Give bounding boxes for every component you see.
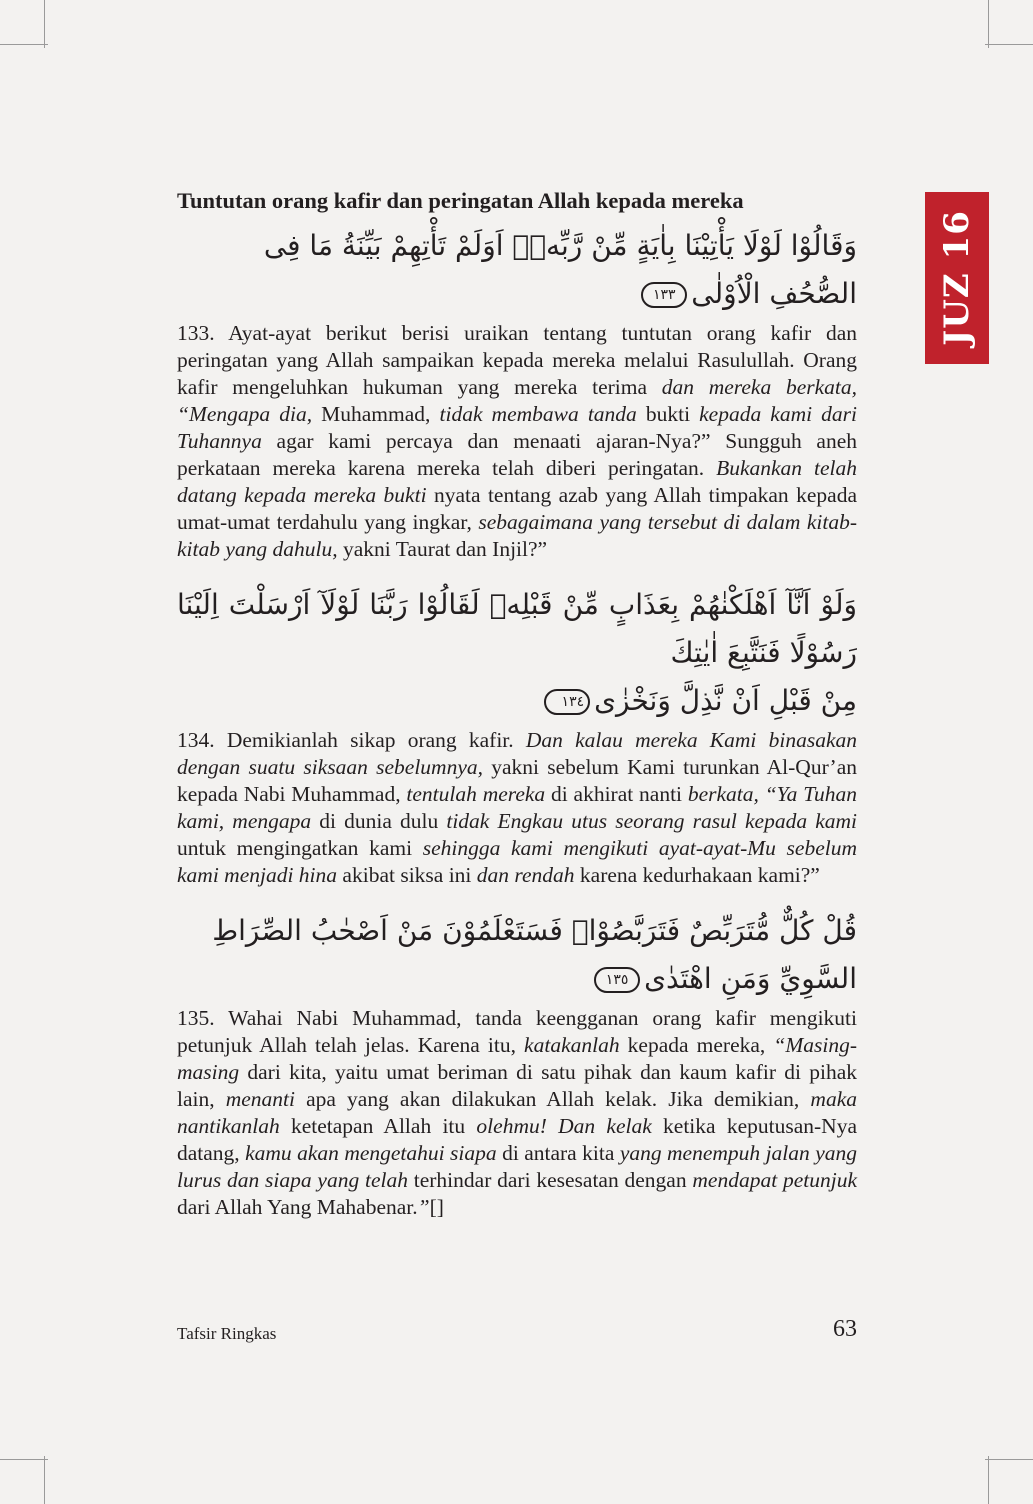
- commentary-text: dari Allah Yang Mahabenar.: [177, 1195, 418, 1219]
- commentary-text: dari kita, yaitu umat beriman di satu pihak dan kaum kafir di pihak lain,: [177, 1060, 857, 1111]
- tafsir-paragraph: [177, 1005, 857, 1221]
- crop-mark: [988, 1456, 989, 1504]
- commentary-text: Muhammad,: [312, 402, 440, 426]
- ayah-number-marker: ١٣٤: [544, 689, 590, 715]
- translation-text: Dan kalau mereka Kami binasakan dengan suatu siksaan sebelumnya,: [177, 728, 857, 779]
- translation-text: tentulah mereka: [406, 782, 546, 806]
- arabic-text: قُلْ كُلٌّ مُّتَرَبِّصٌ فَتَرَبَّصُوْاۚ فَسَتَعْلَمُوْنَ مَنْ اَصْحٰبُ الصِّرَاطِ السَّوِيِّ وَمَنِ اهْتَدٰى: [212, 914, 857, 995]
- arabic-verse: [177, 581, 857, 725]
- crop-mark: [985, 1459, 1033, 1460]
- translation-text: mendapat petunjuk: [692, 1168, 857, 1192]
- tafsir-paragraph: [177, 727, 857, 889]
- commentary-text: ketika keputusan-Nya datang,: [177, 1114, 857, 1165]
- book-title: Tafsir Ringkas: [177, 1324, 277, 1343]
- crop-mark: [0, 44, 48, 45]
- crop-mark: [44, 0, 45, 48]
- commentary-text: agar kami percaya dan menaati ajaran-Nya?” Sungguh aneh perkataan mereka karena mereka telah diberi peringatan.: [177, 429, 857, 480]
- commentary-text: karena kedurhakaan kami?”: [574, 863, 820, 887]
- translation-text: sebagaimana yang tersebut di dalam kitab-kitab yang dahulu,: [177, 510, 857, 561]
- translation-text: “Masing-masing: [177, 1033, 857, 1084]
- commentary-text: di akhirat nanti: [545, 782, 688, 806]
- page-content: [177, 186, 857, 1221]
- commentary-text: di antara kita: [496, 1141, 620, 1165]
- translation-text: sehingga kami mengikuti ayat-ayat-Mu sebelum kami menjadi hina: [177, 836, 857, 887]
- commentary-text: ketetapan Allah itu: [279, 1114, 477, 1138]
- page-number: 63: [833, 1316, 857, 1342]
- translation-text: tidak Engkau utus seorang rasul kepada kami: [446, 809, 857, 833]
- arabic-line: [177, 222, 857, 318]
- ayah-number-marker: ١٣٣: [641, 282, 687, 308]
- commentary-text: kepada mereka,: [619, 1033, 774, 1057]
- ayah-number-marker: ١٣٥: [594, 967, 640, 993]
- tafsir-paragraph: [177, 320, 857, 563]
- commentary-text: yakni sebelum Kami turunkan Al-Qur’an kepada Nabi Muhammad,: [177, 755, 857, 806]
- commentary-text: yakni Taurat dan Injil?”: [337, 537, 548, 561]
- crop-mark: [44, 1456, 45, 1504]
- verse-list: [177, 222, 857, 1221]
- translation-text: menanti: [225, 1087, 295, 1111]
- crop-mark: [0, 1459, 48, 1460]
- arabic-verse: [177, 907, 857, 1003]
- crop-mark: [988, 0, 989, 48]
- commentary-text: di dunia dulu: [311, 809, 447, 833]
- commentary-text: []: [429, 1195, 444, 1219]
- arabic-text: مِنْ قَبْلِ اَنْ نَّذِلَّ وَنَخْزٰى: [594, 684, 857, 717]
- translation-text: katakanlah: [524, 1033, 620, 1057]
- commentary-text: 135. Wahai Nabi Muhammad, tanda keengganan orang kafir mengikuti petunjuk Allah telah jelas. Karena itu,: [177, 1006, 857, 1057]
- commentary-text: 133. Ayat-ayat berikut berisi uraikan tentang tuntutan orang kafir dan peringatan yang Allah sampaikan kepada mereka melalui Rasulullah. Orang kafir mengeluhkan hukuman yang mereka terima: [177, 321, 857, 399]
- commentary-text: nyata tentang azab yang Allah timpakan kepada umat-umat terdahulu yang ingkar,: [177, 483, 857, 534]
- arabic-line: [177, 677, 857, 725]
- commentary-text: terhindar dari kesesatan dengan: [407, 1168, 693, 1192]
- commentary-text: akibat siksa ini: [337, 863, 477, 887]
- translation-text: dan rendah: [476, 863, 575, 887]
- commentary-text: apa yang akan dilakukan Allah kelak. Jika demikian,: [295, 1087, 811, 1111]
- translation-text: kepada kami dari Tuhannya: [177, 402, 857, 453]
- juz-label: JUZ 16: [937, 210, 977, 346]
- translation-text: yang menempuh jalan yang lurus dan siapa yang telah: [177, 1141, 857, 1192]
- translation-text: Bukankan telah datang kepada mereka bukti: [177, 456, 857, 507]
- commentary-text: bukti: [636, 402, 700, 426]
- translation-text: kamu akan mengetahui siapa: [245, 1141, 497, 1165]
- translation-text: berkata, “Ya Tuhan kami, mengapa: [177, 782, 858, 833]
- section-heading: Tuntutan orang kafir dan peringatan Allah kepada mereka: [177, 188, 744, 213]
- arabic-verse: [177, 222, 857, 318]
- translation-text: tidak membawa tanda: [439, 402, 637, 426]
- arabic-line: [177, 907, 857, 1003]
- translation-text: olehmu! Dan kelak: [476, 1114, 652, 1138]
- arabic-text: وَلَوْ اَنَّآ اَهْلَكْنٰهُمْ بِعَذَابٍ مِّنْ قَبْلِهٖ لَقَالُوْا رَبَّنَا لَوْلَآ اَرْسَلْتَ اِلَيْنَا رَسُوْلًا فَنَتَّبِعَ اٰيٰتِكَ: [177, 588, 857, 669]
- translation-text: ”: [417, 1195, 430, 1219]
- crop-mark: [985, 44, 1033, 45]
- translation-text: dan mereka berkata, “Mengapa dia,: [177, 375, 857, 426]
- juz-side-tab: [925, 192, 989, 364]
- arabic-line: [177, 581, 857, 677]
- arabic-text: وَقَالُوْا لَوْلَا يَأْتِيْنَا بِاٰيَةٍ مِّنْ رَّبِّهٖۗ اَوَلَمْ تَأْتِهِمْ بَيِّنَةُ مَا فِى الصُّحُفِ الْاُوْلٰى: [263, 229, 857, 310]
- commentary-text: untuk mengingatkan kami: [177, 836, 423, 860]
- commentary-text: 134. Demikianlah sikap orang kafir.: [177, 728, 526, 752]
- translation-text: maka nantikanlah: [177, 1087, 857, 1138]
